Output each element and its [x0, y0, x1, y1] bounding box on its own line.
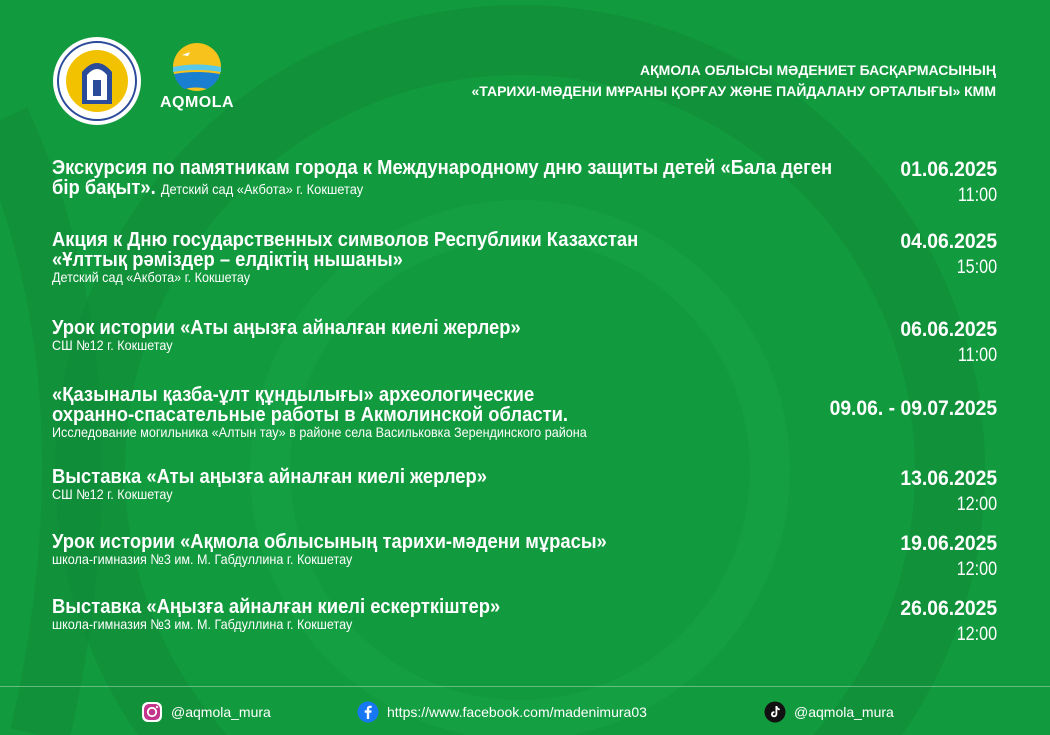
event-date: 01.06.2025 [900, 158, 997, 181]
event-location: школа-гимназия №3 им. М. Габдуллина г. Кокшетау [52, 616, 353, 632]
aqmola-emblem-icon [172, 42, 222, 92]
event-time: 15:00 [956, 257, 997, 278]
event-location: СШ №12 г. Кокшетау [52, 337, 173, 353]
event-location: Детский сад «Акбота» г. Кокшетау [160, 181, 364, 197]
event-location: Исследование могильника «Алтын тау» в районе села Васильковка Зерендинского района [52, 424, 587, 440]
center-emblem-logo [52, 36, 142, 126]
event-title-line-1: Акция к Дню государственных символов Республики Казахстан [52, 229, 639, 251]
event-date: 19.06.2025 [900, 532, 997, 555]
event-title: Экскурсия по памятникам города к Международному дню защиты детей «Бала деген бір бақыт». [52, 157, 833, 199]
event-date: 06.06.2025 [900, 318, 997, 341]
event-date: 26.06.2025 [900, 597, 997, 620]
tiktok-icon [764, 701, 786, 723]
event-location: Детский сад «Акбота» г. Кокшетау [52, 269, 251, 285]
aqmola-logo [152, 42, 242, 122]
org-line-1: АҚМОЛА ОБЛЫСЫ МӘДЕНИЕТ БАСҚАРМАСЫНЫҢ [640, 62, 996, 78]
event-time: 12:00 [956, 494, 997, 515]
organization-title [472, 60, 997, 102]
event-title: Урок истории «Аты аңызға айналған киелі жерлер» [52, 317, 521, 339]
event-date: 09.06. - 09.07.2025 [829, 397, 997, 420]
event-title: Выставка «Аты аңызға айналған киелі жерлер» [52, 466, 488, 488]
event-title: Урок истории «Ақмола облысының тарихи-мәдени мұрасы» [52, 531, 607, 553]
event-title: Выставка «Аңызға айналған киелі ескерткіштер» [52, 596, 501, 618]
instagram-icon [141, 701, 163, 723]
facebook-icon [357, 701, 379, 723]
event-title-line-2: «Ұлттық рәміздер – елдіктің нышаны» [52, 249, 403, 271]
instagram-link[interactable] [141, 701, 271, 723]
tiktok-link[interactable] [764, 701, 894, 723]
instagram-handle: @aqmola_mura [171, 704, 271, 720]
event-date: 04.06.2025 [900, 230, 997, 253]
tiktok-handle: @aqmola_mura [794, 704, 894, 720]
event-location: СШ №12 г. Кокшетау [52, 486, 173, 502]
event-date: 13.06.2025 [900, 467, 997, 490]
event-time: 12:00 [956, 624, 997, 645]
event-time: 12:00 [956, 559, 997, 580]
brand-name: AQMOLA [159, 94, 235, 111]
event-title-line-2: охранно-спасательные работы в Акмолинской области. [52, 404, 569, 426]
org-line-2: «ТАРИХИ-МӘДЕНИ МҰРАНЫ ҚОРҒАУ ЖӘНЕ ПАЙДАЛАНУ ОРТАЛЫҒЫ» КММ [471, 83, 996, 99]
footer-divider [0, 686, 1050, 687]
event-title-line-1: «Қазыналы қазба-ұлт құндылығы» археологические [52, 384, 535, 406]
event-location: школа-гимназия №3 им. М. Габдуллина г. Кокшетау [52, 551, 353, 567]
event-time: 11:00 [957, 185, 997, 206]
facebook-url: https://www.facebook.com/madenimura03 [387, 704, 647, 720]
facebook-link[interactable] [357, 701, 647, 723]
event-time: 11:00 [957, 345, 997, 366]
